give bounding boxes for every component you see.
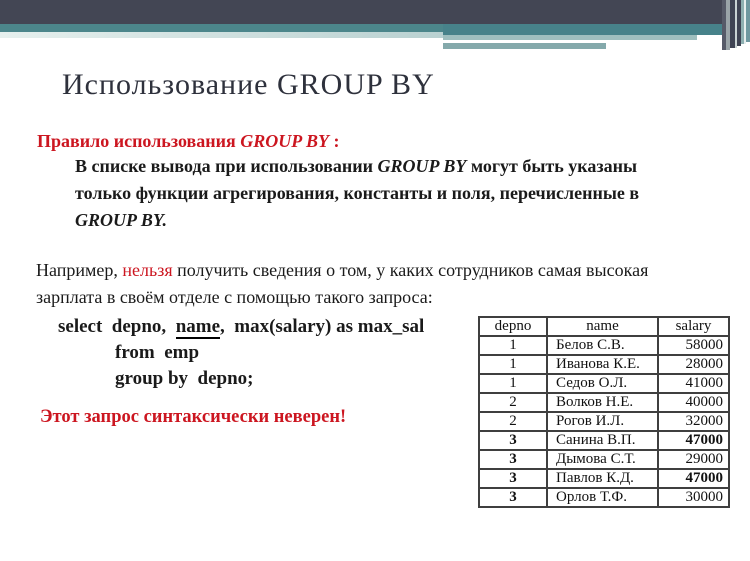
header-band-light-left <box>0 32 443 38</box>
rule-body-line2: только функции агрегирования, константы и поля, перечисленные в <box>75 183 640 203</box>
sql-query-block <box>58 314 424 392</box>
table-row <box>479 374 729 393</box>
sql-line1-post: , max(salary) as max_sal <box>220 316 425 337</box>
example-line2: зарплата в своём отделе с помощью такого запроса: <box>36 287 433 307</box>
rule-body-line1-keyword: GROUP BY <box>377 156 467 176</box>
cell-salary: 32000 <box>658 412 729 431</box>
rule-body-line1 <box>75 153 639 180</box>
employees-table <box>478 316 730 508</box>
cell-name: Павлов К.Д. <box>547 469 658 488</box>
cell-name: Рогов И.Л. <box>547 412 658 431</box>
table-row <box>479 393 729 412</box>
cell-depno: 1 <box>479 336 547 355</box>
cell-name: Дымова С.Т. <box>547 450 658 469</box>
sql-line1-underlined-name: name <box>175 316 221 337</box>
table-row <box>479 412 729 431</box>
sql-line-select <box>58 314 424 340</box>
rule-heading-colon: : <box>329 131 340 151</box>
cell-depno: 2 <box>479 393 547 412</box>
cell-name: Седов О.Л. <box>547 374 658 393</box>
cell-depno: 3 <box>479 469 547 488</box>
table-row <box>479 469 729 488</box>
rule-heading <box>37 131 340 152</box>
cell-name: Белов С.В. <box>547 336 658 355</box>
header-bar-navy <box>0 0 750 24</box>
cell-salary: 30000 <box>658 488 729 507</box>
header-band-mid-right <box>443 43 606 49</box>
cell-name: Волков Н.Е. <box>547 393 658 412</box>
sql-line1-pre: select depno, <box>58 316 176 337</box>
rule-body-line1-pre: В списке вывода при использовании <box>75 156 378 176</box>
cell-salary: 47000 <box>658 469 729 488</box>
example-line1-post: получить сведения о том, у каких сотрудников самая высокая <box>172 260 649 280</box>
cell-salary: 47000 <box>658 431 729 450</box>
warning-text: Этот запрос синтаксически неверен! <box>40 407 347 427</box>
table-row <box>479 336 729 355</box>
column-header-name: name <box>547 317 658 336</box>
example-line1-red-word: нельзя <box>122 260 173 280</box>
table-row <box>479 450 729 469</box>
sql-line-from: from emp <box>115 342 200 363</box>
slide-title: Использование GROUP BY <box>62 68 435 101</box>
cell-depno: 2 <box>479 412 547 431</box>
cell-salary: 58000 <box>658 336 729 355</box>
table-header-row <box>479 317 729 336</box>
cell-salary: 40000 <box>658 393 729 412</box>
column-header-depno: depno <box>479 317 547 336</box>
header-bar-teal-left <box>0 24 443 32</box>
cell-salary: 29000 <box>658 450 729 469</box>
rule-heading-text: Правило использования <box>37 131 241 151</box>
table-row <box>479 488 729 507</box>
table-row <box>479 355 729 374</box>
rule-body-line3-keyword: GROUP BY. <box>75 210 167 230</box>
cell-depno: 1 <box>479 374 547 393</box>
cell-salary: 28000 <box>658 355 729 374</box>
cell-depno: 3 <box>479 488 547 507</box>
rule-heading-keyword: GROUP BY <box>240 131 330 151</box>
example-line1-pre: Например, <box>36 260 123 280</box>
header-bar-teal-right <box>443 24 722 35</box>
table-row <box>479 431 729 450</box>
sql-line-groupby: group by depno; <box>115 368 254 389</box>
header-corner-stripes <box>722 0 750 50</box>
cell-depno: 3 <box>479 450 547 469</box>
cell-depno: 3 <box>479 431 547 450</box>
cell-name: Иванова К.Е. <box>547 355 658 374</box>
example-line1 <box>36 257 648 284</box>
rule-body <box>75 153 639 234</box>
cell-name: Санина В.П. <box>547 431 658 450</box>
cell-salary: 41000 <box>658 374 729 393</box>
column-header-salary: salary <box>658 317 729 336</box>
example-paragraph <box>36 257 648 311</box>
rule-body-line1-post: могут быть указаны <box>466 156 638 176</box>
cell-name: Орлов Т.Ф. <box>547 488 658 507</box>
cell-depno: 1 <box>479 355 547 374</box>
